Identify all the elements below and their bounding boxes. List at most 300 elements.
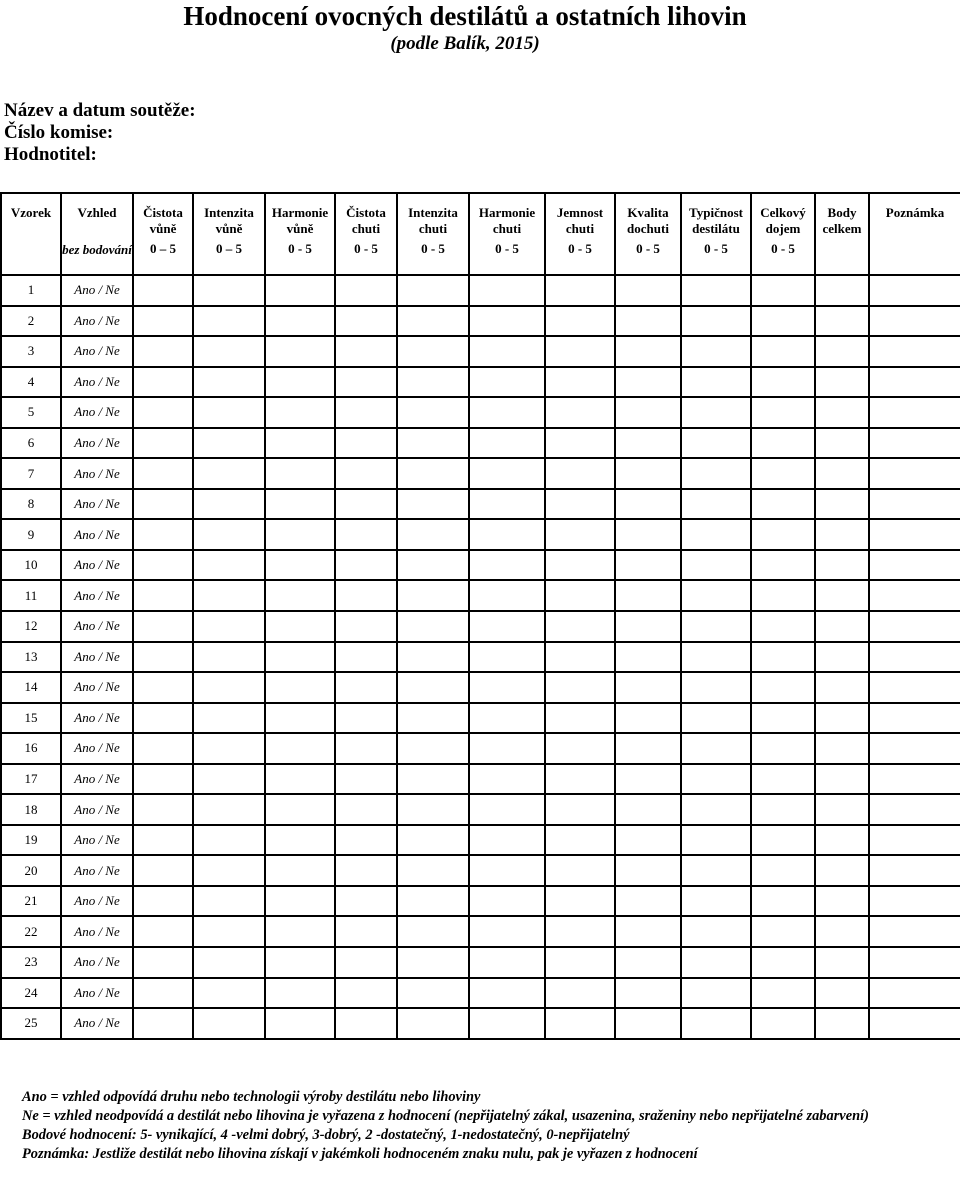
score-cell[interactable] — [681, 611, 751, 642]
score-cell[interactable] — [751, 458, 815, 489]
score-cell[interactable] — [335, 672, 397, 703]
score-cell[interactable] — [815, 580, 869, 611]
score-cell[interactable] — [751, 336, 815, 367]
score-cell[interactable] — [397, 550, 469, 581]
score-cell[interactable] — [265, 978, 335, 1009]
score-cell[interactable] — [869, 458, 960, 489]
score-cell[interactable] — [469, 733, 545, 764]
score-cell[interactable] — [751, 397, 815, 428]
score-cell[interactable] — [545, 642, 615, 673]
score-cell[interactable] — [397, 978, 469, 1009]
score-cell[interactable] — [335, 978, 397, 1009]
score-cell[interactable] — [815, 672, 869, 703]
score-cell[interactable] — [193, 306, 265, 337]
appearance-choice[interactable]: Ano / Ne — [61, 672, 133, 703]
score-cell[interactable] — [869, 642, 960, 673]
score-cell[interactable] — [615, 1008, 681, 1039]
score-cell[interactable] — [193, 764, 265, 795]
score-cell[interactable] — [751, 367, 815, 398]
score-cell[interactable] — [751, 519, 815, 550]
score-cell[interactable] — [133, 794, 193, 825]
score-cell[interactable] — [681, 794, 751, 825]
score-cell[interactable] — [397, 1008, 469, 1039]
score-cell[interactable] — [397, 580, 469, 611]
score-cell[interactable] — [545, 672, 615, 703]
score-cell[interactable] — [615, 855, 681, 886]
score-cell[interactable] — [869, 733, 960, 764]
score-cell[interactable] — [397, 397, 469, 428]
score-cell[interactable] — [751, 916, 815, 947]
score-cell[interactable] — [193, 336, 265, 367]
score-cell[interactable] — [815, 978, 869, 1009]
score-cell[interactable] — [751, 733, 815, 764]
score-cell[interactable] — [133, 489, 193, 520]
score-cell[interactable] — [335, 428, 397, 459]
score-cell[interactable] — [397, 367, 469, 398]
score-cell[interactable] — [751, 947, 815, 978]
score-cell[interactable] — [615, 703, 681, 734]
score-cell[interactable] — [469, 1008, 545, 1039]
score-cell[interactable] — [751, 275, 815, 306]
score-cell[interactable] — [265, 764, 335, 795]
score-cell[interactable] — [469, 886, 545, 917]
score-cell[interactable] — [869, 550, 960, 581]
score-cell[interactable] — [265, 794, 335, 825]
score-cell[interactable] — [615, 886, 681, 917]
score-cell[interactable] — [869, 794, 960, 825]
score-cell[interactable] — [335, 275, 397, 306]
score-cell[interactable] — [193, 428, 265, 459]
score-cell[interactable] — [815, 367, 869, 398]
score-cell[interactable] — [545, 886, 615, 917]
score-cell[interactable] — [751, 703, 815, 734]
score-cell[interactable] — [615, 550, 681, 581]
score-cell[interactable] — [869, 306, 960, 337]
score-cell[interactable] — [545, 397, 615, 428]
score-cell[interactable] — [869, 916, 960, 947]
appearance-choice[interactable]: Ano / Ne — [61, 764, 133, 795]
appearance-choice[interactable]: Ano / Ne — [61, 550, 133, 581]
score-cell[interactable] — [815, 489, 869, 520]
score-cell[interactable] — [615, 458, 681, 489]
score-cell[interactable] — [335, 489, 397, 520]
score-cell[interactable] — [545, 1008, 615, 1039]
score-cell[interactable] — [265, 825, 335, 856]
score-cell[interactable] — [397, 794, 469, 825]
score-cell[interactable] — [545, 519, 615, 550]
score-cell[interactable] — [751, 1008, 815, 1039]
score-cell[interactable] — [335, 580, 397, 611]
score-cell[interactable] — [815, 733, 869, 764]
appearance-choice[interactable]: Ano / Ne — [61, 397, 133, 428]
score-cell[interactable] — [265, 1008, 335, 1039]
score-cell[interactable] — [397, 458, 469, 489]
score-cell[interactable] — [335, 916, 397, 947]
score-cell[interactable] — [815, 1008, 869, 1039]
score-cell[interactable] — [133, 336, 193, 367]
score-cell[interactable] — [545, 855, 615, 886]
score-cell[interactable] — [469, 611, 545, 642]
score-cell[interactable] — [335, 703, 397, 734]
score-cell[interactable] — [869, 978, 960, 1009]
score-cell[interactable] — [397, 825, 469, 856]
score-cell[interactable] — [133, 580, 193, 611]
appearance-choice[interactable]: Ano / Ne — [61, 275, 133, 306]
appearance-choice[interactable]: Ano / Ne — [61, 580, 133, 611]
score-cell[interactable] — [815, 886, 869, 917]
score-cell[interactable] — [397, 428, 469, 459]
score-cell[interactable] — [869, 397, 960, 428]
score-cell[interactable] — [545, 458, 615, 489]
score-cell[interactable] — [469, 642, 545, 673]
score-cell[interactable] — [815, 458, 869, 489]
score-cell[interactable] — [133, 367, 193, 398]
score-cell[interactable] — [265, 489, 335, 520]
score-cell[interactable] — [469, 519, 545, 550]
score-cell[interactable] — [815, 336, 869, 367]
score-cell[interactable] — [681, 978, 751, 1009]
score-cell[interactable] — [193, 489, 265, 520]
score-cell[interactable] — [869, 367, 960, 398]
score-cell[interactable] — [545, 489, 615, 520]
score-cell[interactable] — [545, 306, 615, 337]
score-cell[interactable] — [615, 275, 681, 306]
score-cell[interactable] — [335, 947, 397, 978]
score-cell[interactable] — [751, 642, 815, 673]
score-cell[interactable] — [469, 580, 545, 611]
score-cell[interactable] — [193, 275, 265, 306]
score-cell[interactable] — [545, 367, 615, 398]
score-cell[interactable] — [133, 947, 193, 978]
score-cell[interactable] — [265, 642, 335, 673]
score-cell[interactable] — [133, 825, 193, 856]
appearance-choice[interactable]: Ano / Ne — [61, 886, 133, 917]
score-cell[interactable] — [133, 458, 193, 489]
score-cell[interactable] — [133, 733, 193, 764]
score-cell[interactable] — [469, 428, 545, 459]
score-cell[interactable] — [469, 703, 545, 734]
score-cell[interactable] — [751, 611, 815, 642]
score-cell[interactable] — [545, 550, 615, 581]
score-cell[interactable] — [335, 642, 397, 673]
score-cell[interactable] — [335, 397, 397, 428]
score-cell[interactable] — [545, 703, 615, 734]
score-cell[interactable] — [681, 580, 751, 611]
score-cell[interactable] — [397, 855, 469, 886]
score-cell[interactable] — [397, 916, 469, 947]
score-cell[interactable] — [193, 916, 265, 947]
score-cell[interactable] — [681, 397, 751, 428]
score-cell[interactable] — [397, 306, 469, 337]
score-cell[interactable] — [335, 306, 397, 337]
score-cell[interactable] — [815, 703, 869, 734]
score-cell[interactable] — [869, 703, 960, 734]
appearance-choice[interactable]: Ano / Ne — [61, 489, 133, 520]
score-cell[interactable] — [469, 489, 545, 520]
score-cell[interactable] — [751, 825, 815, 856]
score-cell[interactable] — [193, 794, 265, 825]
score-cell[interactable] — [815, 947, 869, 978]
score-cell[interactable] — [193, 855, 265, 886]
score-cell[interactable] — [469, 336, 545, 367]
score-cell[interactable] — [469, 367, 545, 398]
score-cell[interactable] — [335, 855, 397, 886]
appearance-choice[interactable]: Ano / Ne — [61, 947, 133, 978]
score-cell[interactable] — [615, 489, 681, 520]
score-cell[interactable] — [193, 978, 265, 1009]
score-cell[interactable] — [193, 703, 265, 734]
score-cell[interactable] — [751, 764, 815, 795]
appearance-choice[interactable]: Ano / Ne — [61, 703, 133, 734]
score-cell[interactable] — [751, 489, 815, 520]
score-cell[interactable] — [869, 886, 960, 917]
score-cell[interactable] — [869, 275, 960, 306]
score-cell[interactable] — [397, 703, 469, 734]
score-cell[interactable] — [869, 855, 960, 886]
score-cell[interactable] — [815, 611, 869, 642]
score-cell[interactable] — [545, 947, 615, 978]
score-cell[interactable] — [815, 764, 869, 795]
score-cell[interactable] — [869, 489, 960, 520]
score-cell[interactable] — [335, 886, 397, 917]
score-cell[interactable] — [869, 825, 960, 856]
score-cell[interactable] — [133, 764, 193, 795]
score-cell[interactable] — [397, 642, 469, 673]
score-cell[interactable] — [751, 855, 815, 886]
score-cell[interactable] — [265, 428, 335, 459]
score-cell[interactable] — [265, 886, 335, 917]
score-cell[interactable] — [335, 733, 397, 764]
score-cell[interactable] — [751, 550, 815, 581]
score-cell[interactable] — [193, 825, 265, 856]
score-cell[interactable] — [545, 916, 615, 947]
score-cell[interactable] — [869, 1008, 960, 1039]
score-cell[interactable] — [681, 428, 751, 459]
score-cell[interactable] — [335, 519, 397, 550]
score-cell[interactable] — [869, 947, 960, 978]
score-cell[interactable] — [751, 306, 815, 337]
score-cell[interactable] — [545, 428, 615, 459]
score-cell[interactable] — [681, 672, 751, 703]
score-cell[interactable] — [265, 367, 335, 398]
score-cell[interactable] — [397, 336, 469, 367]
score-cell[interactable] — [397, 764, 469, 795]
score-cell[interactable] — [265, 947, 335, 978]
score-cell[interactable] — [193, 580, 265, 611]
score-cell[interactable] — [265, 458, 335, 489]
appearance-choice[interactable]: Ano / Ne — [61, 978, 133, 1009]
score-cell[interactable] — [869, 580, 960, 611]
score-cell[interactable] — [193, 550, 265, 581]
score-cell[interactable] — [615, 580, 681, 611]
score-cell[interactable] — [265, 336, 335, 367]
appearance-choice[interactable]: Ano / Ne — [61, 519, 133, 550]
score-cell[interactable] — [545, 825, 615, 856]
appearance-choice[interactable]: Ano / Ne — [61, 794, 133, 825]
score-cell[interactable] — [265, 611, 335, 642]
score-cell[interactable] — [469, 916, 545, 947]
score-cell[interactable] — [681, 367, 751, 398]
score-cell[interactable] — [133, 642, 193, 673]
score-cell[interactable] — [469, 825, 545, 856]
score-cell[interactable] — [815, 306, 869, 337]
score-cell[interactable] — [265, 397, 335, 428]
score-cell[interactable] — [335, 611, 397, 642]
score-cell[interactable] — [869, 672, 960, 703]
score-cell[interactable] — [615, 672, 681, 703]
score-cell[interactable] — [751, 580, 815, 611]
score-cell[interactable] — [681, 733, 751, 764]
score-cell[interactable] — [615, 642, 681, 673]
score-cell[interactable] — [615, 733, 681, 764]
score-cell[interactable] — [335, 764, 397, 795]
score-cell[interactable] — [193, 1008, 265, 1039]
score-cell[interactable] — [133, 519, 193, 550]
score-cell[interactable] — [469, 947, 545, 978]
appearance-choice[interactable]: Ano / Ne — [61, 428, 133, 459]
score-cell[interactable] — [615, 306, 681, 337]
score-cell[interactable] — [815, 397, 869, 428]
score-cell[interactable] — [265, 275, 335, 306]
score-cell[interactable] — [469, 397, 545, 428]
score-cell[interactable] — [615, 978, 681, 1009]
score-cell[interactable] — [469, 550, 545, 581]
score-cell[interactable] — [469, 794, 545, 825]
appearance-choice[interactable]: Ano / Ne — [61, 855, 133, 886]
score-cell[interactable] — [193, 519, 265, 550]
score-cell[interactable] — [265, 519, 335, 550]
score-cell[interactable] — [681, 947, 751, 978]
score-cell[interactable] — [681, 275, 751, 306]
score-cell[interactable] — [335, 1008, 397, 1039]
score-cell[interactable] — [133, 275, 193, 306]
score-cell[interactable] — [265, 733, 335, 764]
appearance-choice[interactable]: Ano / Ne — [61, 306, 133, 337]
score-cell[interactable] — [469, 764, 545, 795]
score-cell[interactable] — [265, 306, 335, 337]
appearance-choice[interactable]: Ano / Ne — [61, 336, 133, 367]
score-cell[interactable] — [869, 764, 960, 795]
score-cell[interactable] — [193, 733, 265, 764]
score-cell[interactable] — [193, 611, 265, 642]
score-cell[interactable] — [133, 306, 193, 337]
score-cell[interactable] — [469, 672, 545, 703]
score-cell[interactable] — [335, 458, 397, 489]
score-cell[interactable] — [133, 916, 193, 947]
appearance-choice[interactable]: Ano / Ne — [61, 367, 133, 398]
score-cell[interactable] — [265, 703, 335, 734]
score-cell[interactable] — [751, 794, 815, 825]
score-cell[interactable] — [545, 794, 615, 825]
score-cell[interactable] — [681, 550, 751, 581]
score-cell[interactable] — [815, 916, 869, 947]
score-cell[interactable] — [265, 672, 335, 703]
score-cell[interactable] — [681, 489, 751, 520]
score-cell[interactable] — [335, 550, 397, 581]
score-cell[interactable] — [681, 886, 751, 917]
score-cell[interactable] — [265, 855, 335, 886]
score-cell[interactable] — [751, 886, 815, 917]
score-cell[interactable] — [265, 916, 335, 947]
score-cell[interactable] — [545, 978, 615, 1009]
score-cell[interactable] — [615, 519, 681, 550]
score-cell[interactable] — [869, 611, 960, 642]
score-cell[interactable] — [615, 397, 681, 428]
score-cell[interactable] — [469, 306, 545, 337]
score-cell[interactable] — [869, 428, 960, 459]
score-cell[interactable] — [615, 336, 681, 367]
score-cell[interactable] — [193, 642, 265, 673]
appearance-choice[interactable]: Ano / Ne — [61, 458, 133, 489]
score-cell[interactable] — [397, 275, 469, 306]
score-cell[interactable] — [815, 855, 869, 886]
score-cell[interactable] — [545, 580, 615, 611]
score-cell[interactable] — [681, 642, 751, 673]
appearance-choice[interactable]: Ano / Ne — [61, 611, 133, 642]
score-cell[interactable] — [615, 825, 681, 856]
score-cell[interactable] — [397, 489, 469, 520]
score-cell[interactable] — [615, 947, 681, 978]
score-cell[interactable] — [681, 519, 751, 550]
appearance-choice[interactable]: Ano / Ne — [61, 1008, 133, 1039]
score-cell[interactable] — [133, 397, 193, 428]
score-cell[interactable] — [397, 519, 469, 550]
score-cell[interactable] — [681, 916, 751, 947]
score-cell[interactable] — [265, 580, 335, 611]
score-cell[interactable] — [133, 1008, 193, 1039]
score-cell[interactable] — [469, 978, 545, 1009]
score-cell[interactable] — [397, 886, 469, 917]
score-cell[interactable] — [681, 458, 751, 489]
score-cell[interactable] — [133, 855, 193, 886]
score-cell[interactable] — [469, 855, 545, 886]
score-cell[interactable] — [815, 550, 869, 581]
score-cell[interactable] — [815, 825, 869, 856]
score-cell[interactable] — [133, 550, 193, 581]
score-cell[interactable] — [397, 733, 469, 764]
score-cell[interactable] — [133, 703, 193, 734]
score-cell[interactable] — [815, 428, 869, 459]
score-cell[interactable] — [615, 794, 681, 825]
score-cell[interactable] — [469, 458, 545, 489]
score-cell[interactable] — [193, 886, 265, 917]
score-cell[interactable] — [615, 916, 681, 947]
score-cell[interactable] — [681, 1008, 751, 1039]
score-cell[interactable] — [133, 672, 193, 703]
score-cell[interactable] — [397, 611, 469, 642]
score-cell[interactable] — [751, 428, 815, 459]
score-cell[interactable] — [133, 978, 193, 1009]
score-cell[interactable] — [751, 978, 815, 1009]
score-cell[interactable] — [193, 947, 265, 978]
appearance-choice[interactable]: Ano / Ne — [61, 916, 133, 947]
score-cell[interactable] — [193, 672, 265, 703]
score-cell[interactable] — [545, 275, 615, 306]
score-cell[interactable] — [681, 855, 751, 886]
score-cell[interactable] — [545, 336, 615, 367]
score-cell[interactable] — [815, 642, 869, 673]
score-cell[interactable] — [815, 519, 869, 550]
score-cell[interactable] — [397, 672, 469, 703]
score-cell[interactable] — [193, 367, 265, 398]
score-cell[interactable] — [615, 428, 681, 459]
score-cell[interactable] — [397, 947, 469, 978]
score-cell[interactable] — [869, 336, 960, 367]
score-cell[interactable] — [681, 764, 751, 795]
score-cell[interactable] — [815, 794, 869, 825]
score-cell[interactable] — [335, 825, 397, 856]
score-cell[interactable] — [335, 336, 397, 367]
